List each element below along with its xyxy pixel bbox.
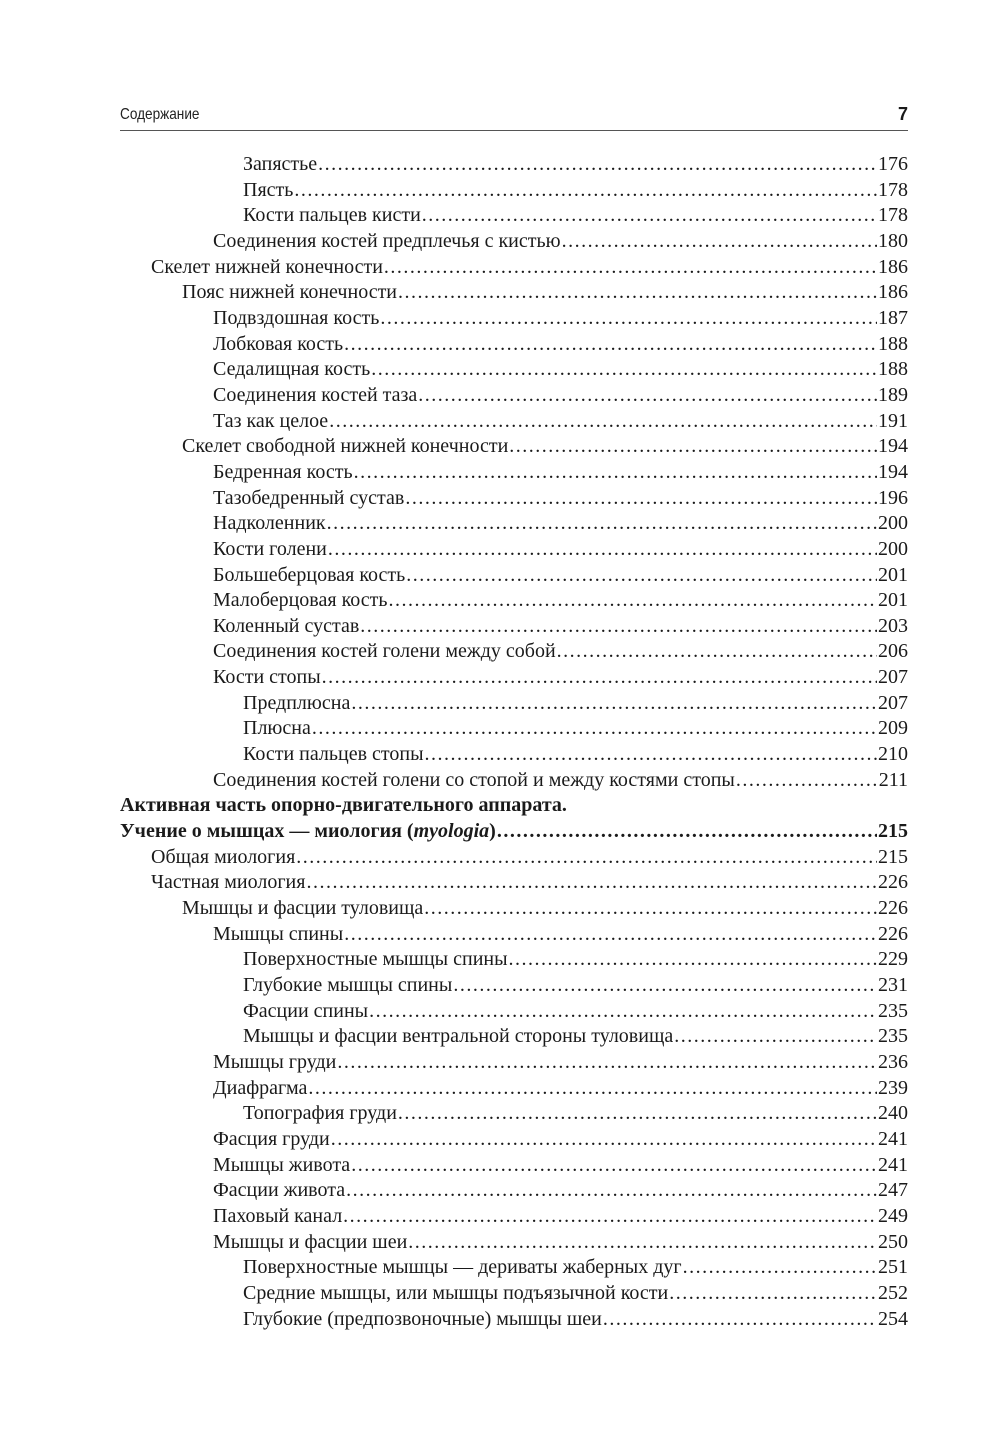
- toc-entry-title: Средние мышцы, или мышцы подъязычной кости: [243, 1281, 669, 1304]
- toc-entry-label: [213, 588, 388, 614]
- toc-entry-title: Бедренная кость: [213, 460, 353, 483]
- toc-entry[interactable]: [120, 1178, 908, 1204]
- toc-entry-page: 178: [878, 178, 908, 201]
- toc-entry-page: 188: [878, 332, 908, 355]
- toc-entry[interactable]: [120, 691, 908, 717]
- toc-entry-label: [213, 639, 556, 665]
- toc-entry-label: [213, 1153, 350, 1179]
- toc-entry-label: [243, 973, 452, 999]
- toc-entry[interactable]: [120, 1050, 908, 1076]
- toc-entry-page: 250: [878, 1230, 908, 1253]
- toc-entry-page: 247: [878, 1179, 908, 1202]
- toc-entry-page: 254: [878, 1307, 908, 1330]
- toc-entry-title: Мышцы груди: [213, 1050, 337, 1073]
- toc-entry-title-end: ): [489, 820, 496, 843]
- toc-entry-title: Топография груди: [243, 1102, 397, 1125]
- toc-entry-page: 249: [878, 1204, 908, 1227]
- toc-entry-page: 180: [878, 229, 908, 252]
- toc-entry[interactable]: [120, 383, 908, 409]
- toc-entry[interactable]: [120, 1153, 908, 1179]
- toc-entry-label: [243, 1101, 397, 1127]
- toc-entry-page: 178: [878, 204, 908, 227]
- table-of-contents: [120, 152, 908, 1332]
- toc-entry-title: Мышцы спины: [213, 922, 344, 945]
- dot-leader: [351, 1153, 877, 1179]
- dot-leader: [329, 409, 877, 435]
- dot-leader: [312, 716, 877, 742]
- running-header: [120, 104, 908, 131]
- dot-leader: [371, 357, 877, 383]
- toc-entry-title: Таз как целое: [213, 409, 329, 432]
- toc-entry-title: Фасции спины: [243, 999, 369, 1022]
- dot-leader: [337, 1050, 877, 1076]
- toc-entry[interactable]: [120, 614, 908, 640]
- toc-entry[interactable]: [120, 1230, 908, 1256]
- toc-entry[interactable]: [120, 1076, 908, 1102]
- toc-entry-label: [243, 178, 293, 204]
- dot-leader: [398, 1101, 877, 1127]
- dot-leader: [406, 563, 877, 589]
- toc-entry-page: 176: [878, 153, 908, 175]
- toc-entry[interactable]: [120, 486, 908, 512]
- dot-leader: [425, 742, 877, 768]
- toc-entry-page: 201: [878, 589, 908, 612]
- toc-entry-label: [213, 1076, 307, 1102]
- toc-entry[interactable]: [120, 742, 908, 768]
- toc-entry-label: [213, 563, 405, 589]
- toc-entry-page: 203: [878, 614, 908, 637]
- dot-leader: [384, 255, 877, 281]
- toc-entry[interactable]: [120, 1127, 908, 1153]
- toc-entry[interactable]: [120, 255, 908, 281]
- dot-leader: [344, 332, 877, 358]
- toc-entry-title: Общая миология: [151, 845, 296, 868]
- toc-entry-label: [120, 819, 496, 845]
- toc-entry-title: Соединения костей голени между собой: [213, 640, 556, 663]
- dot-leader: [562, 229, 877, 255]
- toc-entry-page: 239: [878, 1076, 908, 1099]
- toc-entry-page: 200: [878, 537, 908, 560]
- dot-leader: [331, 1127, 877, 1153]
- toc-entry-page: 211: [878, 768, 908, 791]
- toc-entry-title: Учение о мышцах — миология (: [120, 820, 414, 843]
- toc-entry-title: Скелет нижней конечности: [151, 255, 383, 278]
- toc-entry-page: 206: [878, 640, 908, 663]
- toc-entry-title: Плюсна: [243, 717, 311, 740]
- toc-entry-page: 215: [878, 820, 908, 843]
- toc-entry[interactable]: [120, 152, 908, 178]
- toc-entry-page: 210: [878, 743, 908, 766]
- dot-leader: [424, 896, 877, 922]
- toc-entry[interactable]: [120, 922, 908, 948]
- toc-entry-label: [151, 845, 295, 871]
- toc-entry-label: [213, 1230, 407, 1256]
- dot-leader: [327, 511, 877, 537]
- toc-entry-label: [243, 1024, 673, 1050]
- dot-leader: [453, 973, 877, 999]
- toc-entry-label: [213, 1127, 330, 1153]
- toc-entry-page: 252: [878, 1281, 908, 1304]
- toc-entry-label: [213, 383, 417, 409]
- toc-entry[interactable]: [120, 665, 908, 691]
- toc-entry-page: 236: [878, 1050, 908, 1073]
- toc-entry-label: [243, 947, 508, 973]
- toc-entry[interactable]: [120, 357, 908, 383]
- toc-entry[interactable]: [120, 716, 908, 742]
- toc-entry[interactable]: [120, 870, 908, 896]
- toc-entry-title: Тазобедренный сустав: [213, 486, 405, 509]
- toc-entry-title: Коленный сустав: [213, 614, 360, 637]
- dot-leader: [360, 614, 877, 640]
- toc-entry-page: 207: [878, 691, 908, 714]
- dot-leader: [509, 434, 877, 460]
- dot-leader: [509, 947, 877, 973]
- toc-entry[interactable]: [120, 306, 908, 332]
- dot-leader: [354, 460, 877, 486]
- toc-entry-title: Мышцы и фасции вентральной стороны туловища: [243, 1025, 674, 1048]
- toc-entry-title: Подвздошная кость: [213, 306, 380, 329]
- toc-entry[interactable]: [120, 819, 908, 845]
- toc-entry-page: 191: [878, 409, 908, 432]
- toc-entry-title: Фасции живота: [213, 1179, 346, 1202]
- dot-leader: [398, 280, 877, 306]
- toc-entry-title: Глубокие (предпозвоночные) мышцы шеи: [243, 1307, 602, 1330]
- toc-entry-label: [213, 1178, 345, 1204]
- toc-entry-page: 186: [878, 255, 908, 278]
- dot-leader: [669, 1281, 877, 1307]
- toc-entry-label: [243, 152, 317, 178]
- toc-entry[interactable]: [120, 1307, 908, 1333]
- toc-entry-label: [213, 460, 353, 486]
- toc-entry-title: Диафрагма: [213, 1076, 308, 1099]
- toc-entry[interactable]: [120, 203, 908, 229]
- dot-leader: [343, 1204, 877, 1230]
- toc-entry-title: Лобковая кость: [213, 332, 344, 355]
- dot-leader: [497, 819, 877, 845]
- toc-entry-page: 226: [878, 897, 908, 920]
- toc-entry-title: Скелет свободной нижней конечности: [182, 435, 509, 458]
- toc-entry-label: [243, 1281, 668, 1307]
- toc-entry-label: [243, 1255, 682, 1281]
- toc-entry-title: Паховый канал: [213, 1204, 343, 1227]
- toc-entry-title: Соединения костей голени со стопой и между костями стопы: [213, 768, 735, 791]
- toc-entry[interactable]: [120, 563, 908, 589]
- dot-leader: [380, 306, 877, 332]
- toc-entry-title: Соединения костей таза: [213, 383, 418, 406]
- toc-entry[interactable]: [120, 896, 908, 922]
- toc-entry-page: 187: [878, 306, 908, 329]
- toc-entry-title: Кости голени: [213, 537, 327, 560]
- toc-entry[interactable]: [120, 639, 908, 665]
- toc-entry-page: 189: [878, 383, 908, 406]
- toc-entry-title: Глубокие мышцы спины: [243, 974, 453, 996]
- toc-entry-title: Активная часть опорно-двигательного аппарата.: [120, 794, 567, 817]
- toc-entry-title: Кости пальцев стопы: [243, 743, 424, 766]
- dot-leader: [557, 639, 877, 665]
- toc-entry[interactable]: [120, 1024, 908, 1050]
- toc-entry-title-italic: myologia: [413, 820, 490, 843]
- toc-entry-label: [243, 716, 311, 742]
- dot-leader: [328, 537, 877, 563]
- toc-entry[interactable]: [120, 409, 908, 435]
- toc-entry-title: Большеберцовая кость: [213, 563, 406, 586]
- toc-entry-page: 186: [878, 281, 908, 304]
- toc-entry-page: 241: [878, 1153, 908, 1176]
- dot-leader: [405, 486, 877, 512]
- dot-leader: [346, 1178, 877, 1204]
- toc-entry-label: [151, 255, 383, 281]
- toc-entry[interactable]: [120, 178, 908, 204]
- toc-entry-title: Малоберцовая кость: [213, 589, 388, 612]
- toc-entry-label: [243, 1307, 602, 1333]
- dot-leader: [603, 1307, 877, 1333]
- toc-entry-title: Запястье: [243, 153, 318, 175]
- toc-entry-page: 235: [878, 999, 908, 1022]
- toc-entry-page: 241: [878, 1127, 908, 1150]
- toc-entry-label: [213, 357, 370, 383]
- toc-entry-label: [213, 229, 561, 255]
- toc-entry[interactable]: [120, 999, 908, 1025]
- toc-entry-label: [243, 999, 368, 1025]
- toc-entry-page: 226: [878, 922, 908, 945]
- toc-entry-title: Кости стопы: [213, 666, 321, 689]
- toc-entry-title: Предплюсна: [243, 691, 351, 714]
- toc-entry-title: Мышцы и фасции туловища: [182, 897, 424, 920]
- toc-entry-title: Надколенник: [213, 512, 326, 535]
- dot-leader: [422, 203, 877, 229]
- toc-entry-label: [213, 768, 735, 794]
- toc-entry-page: 235: [878, 1025, 908, 1048]
- toc-entry-title: Мышцы и фасции шеи: [213, 1230, 408, 1253]
- toc-entry[interactable]: [120, 768, 908, 794]
- toc-entry-title: Поверхностные мышцы — дериваты жаберных дуг: [243, 1256, 682, 1279]
- toc-entry[interactable]: [120, 845, 908, 871]
- toc-entry-title: Фасция груди: [213, 1127, 330, 1150]
- dot-leader: [408, 1230, 877, 1256]
- toc-entry-page: 194: [878, 460, 908, 483]
- toc-entry[interactable]: [120, 332, 908, 358]
- toc-entry-label: [213, 409, 328, 435]
- dot-leader: [736, 768, 878, 794]
- toc-entry-title: Поверхностные мышцы спины: [243, 948, 508, 971]
- toc-entry-label: [213, 1204, 342, 1230]
- toc-entry-page: 231: [878, 974, 908, 996]
- toc-entry[interactable]: [120, 1255, 908, 1281]
- toc-entry-label: [213, 486, 404, 512]
- toc-entry-label: [243, 691, 350, 717]
- toc-entry-page: 229: [878, 948, 908, 971]
- toc-entry-page: 188: [878, 358, 908, 381]
- toc-entry-label: [182, 896, 423, 922]
- toc-entry[interactable]: [120, 588, 908, 614]
- toc-entry-title: Кости пальцев кисти: [243, 204, 421, 227]
- toc-entry[interactable]: [120, 229, 908, 255]
- toc-entry-title: Пояс нижней конечности: [182, 281, 398, 304]
- toc-entry-label: [120, 793, 567, 819]
- toc-entry-label: [151, 870, 305, 896]
- toc-entry[interactable]: [120, 511, 908, 537]
- dot-leader: [296, 845, 877, 871]
- toc-entry[interactable]: [120, 1281, 908, 1307]
- toc-entry-label: [213, 665, 321, 691]
- toc-entry[interactable]: [120, 1101, 908, 1127]
- dot-leader: [674, 1024, 877, 1050]
- toc-entry[interactable]: [120, 460, 908, 486]
- toc-entry-page: 226: [878, 871, 908, 894]
- toc-entry-page: 251: [878, 1256, 908, 1279]
- toc-entry-page: 200: [878, 512, 908, 535]
- toc-entry-label: [213, 332, 343, 358]
- toc-entry-page: 194: [878, 435, 908, 458]
- toc-entry-label: [213, 922, 343, 948]
- dot-leader: [318, 152, 877, 178]
- dot-leader: [351, 691, 877, 717]
- toc-entry-label: [182, 434, 508, 460]
- toc-entry-title: Пясть: [243, 178, 294, 201]
- dot-leader: [322, 665, 877, 691]
- toc-entry-page: 196: [878, 486, 908, 509]
- toc-entry[interactable]: [120, 793, 908, 819]
- toc-entry[interactable]: [120, 280, 908, 306]
- page-number: 7: [897, 104, 908, 124]
- toc-entry[interactable]: [120, 434, 908, 460]
- dot-leader: [308, 1076, 877, 1102]
- toc-entry[interactable]: [120, 1204, 908, 1230]
- toc-entry-label: [182, 280, 397, 306]
- dot-leader: [683, 1255, 877, 1281]
- toc-entry-label: [213, 306, 379, 332]
- toc-entry-page: 215: [878, 845, 908, 868]
- toc-entry-page: 201: [878, 563, 908, 586]
- toc-entry-label: [213, 1050, 336, 1076]
- dot-leader: [344, 922, 877, 948]
- toc-entry[interactable]: [120, 947, 908, 973]
- toc-entry-title: Частная миология: [151, 871, 306, 894]
- toc-entry-page: 240: [878, 1102, 908, 1125]
- dot-leader: [418, 383, 877, 409]
- toc-entry-page: 209: [878, 717, 908, 740]
- toc-entry-page: 207: [878, 666, 908, 689]
- dot-leader: [294, 178, 877, 204]
- toc-entry[interactable]: [120, 973, 908, 999]
- toc-entry-label: [243, 203, 421, 229]
- toc-entry-label: [213, 511, 326, 537]
- toc-entry-label: [213, 537, 327, 563]
- running-header-title: Содержание: [120, 106, 200, 123]
- toc-entry[interactable]: [120, 537, 908, 563]
- toc-entry-title: Седалищная кость: [213, 358, 371, 381]
- toc-entry-label: [243, 742, 424, 768]
- toc-entry-label: [213, 614, 359, 640]
- toc-entry-title: Мышцы живота: [213, 1153, 351, 1176]
- toc-entry-title: Соединения костей предплечья с кистью: [213, 229, 561, 252]
- dot-leader: [306, 870, 877, 896]
- dot-leader: [369, 999, 877, 1025]
- dot-leader: [389, 588, 877, 614]
